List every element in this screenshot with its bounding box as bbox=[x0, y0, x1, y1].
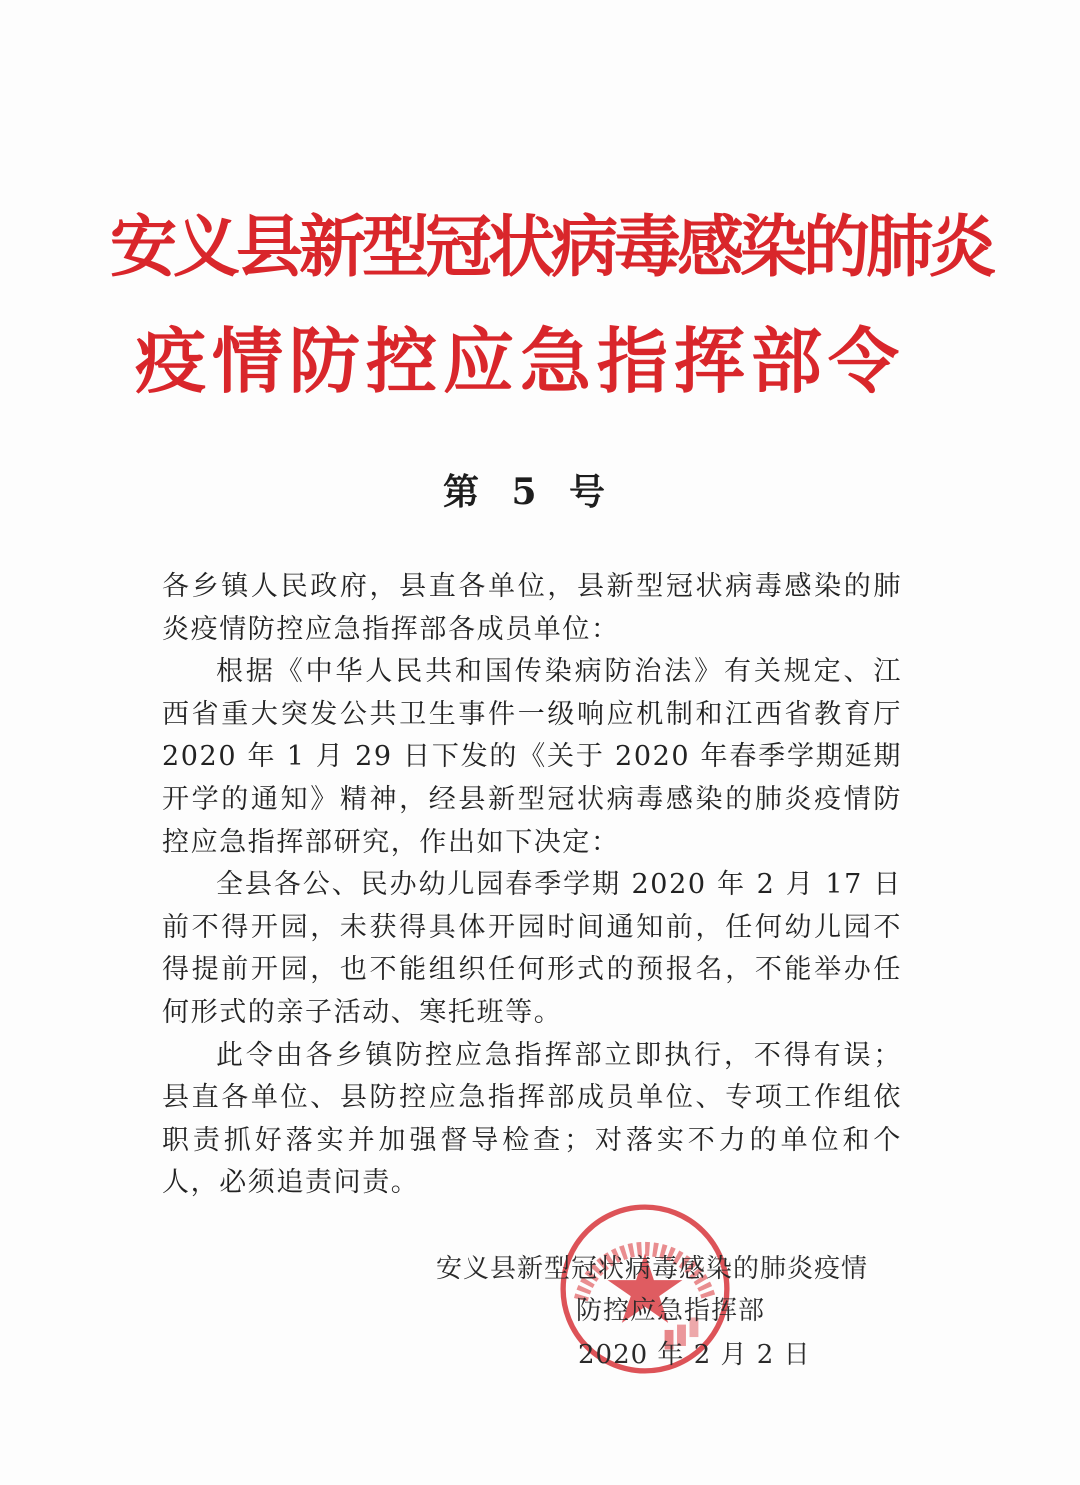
document-title-line-1: 安义县新型冠状病毒感染的肺炎 bbox=[110, 208, 992, 286]
signature-issuer-line-1: 安义县新型冠状病毒感染的肺炎疫情 bbox=[436, 1254, 869, 1284]
signature-date: 2020 年 2 月 2 日 bbox=[578, 1340, 811, 1370]
document-title-line-2: 疫情防控应急指挥部令 bbox=[134, 320, 905, 403]
addressee: 各乡镇人民政府，县直各单位，县新型冠状病毒感染的肺炎疫情防控应急指挥部各成员单位： bbox=[162, 571, 902, 645]
paragraph-legal-basis: 根据《中华人民共和国传染病防治法》有关规定、江西省重大突发公共卫生事件一级响应机制和江西省教育厅2020 年 1 月 29 日下发的《关于 2020 年春季学期延期开学的通知》精神，经县新型冠状病毒感染的肺炎疫情防控应急指挥部研究，作出如下决定： bbox=[162, 656, 902, 858]
signature-issuer-line-2: 防控应急指挥部 bbox=[576, 1296, 766, 1326]
paragraph-decision: 全县各公、民办幼儿园春季学期 2020 年 2 月 17 日前不得开园，未获得具体开园时间通知前，任何幼儿园不得提前开园，也不能组织任何形式的预报名，不能举办任何形式的亲子活动、寒托班等。 bbox=[162, 869, 902, 1028]
document-number: 第 5 号 bbox=[442, 471, 616, 513]
paragraph-enforcement: 此令由各乡镇防控应急指挥部立即执行，不得有误；县直各单位、县防控应急指挥部成员单位、专项工作组依职责抓好落实并加强督导检查；对落实不力的单位和个人，必须追责问责。 bbox=[162, 1039, 902, 1199]
document-body bbox=[162, 566, 902, 1205]
